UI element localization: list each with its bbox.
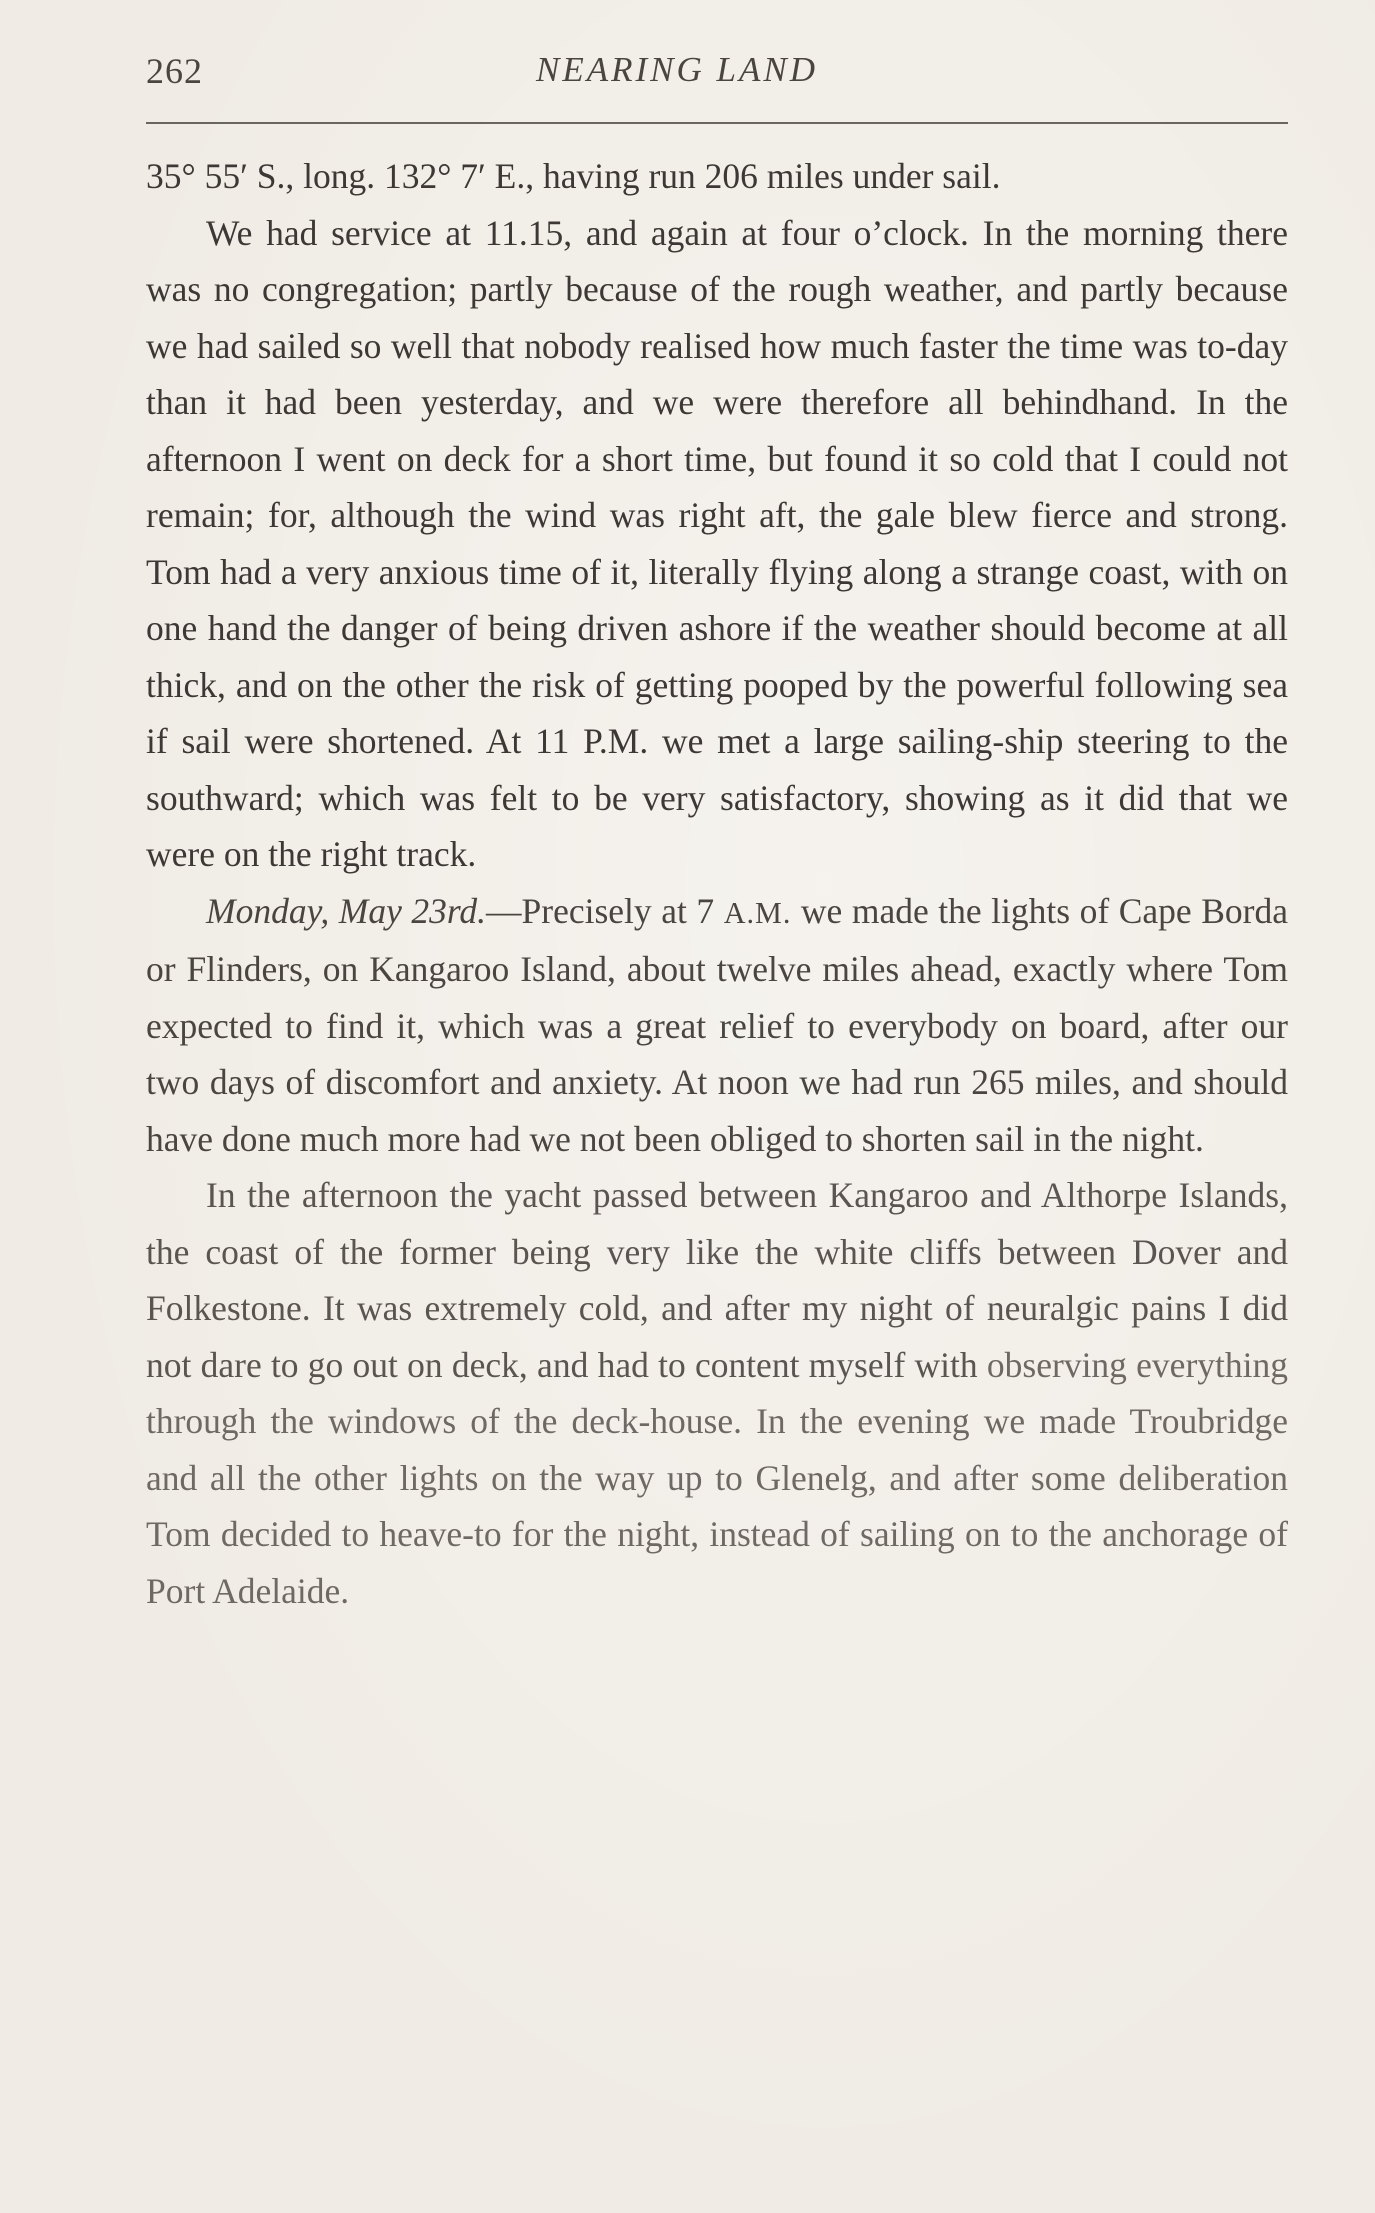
header-rule [146,122,1288,124]
body-text [146,148,1288,1619]
page-header [146,50,1291,100]
time-am: A.M. [723,895,792,930]
paragraph-afternoon [146,1167,1288,1619]
paragraph-monday-text: we made the lights of Cape Borda or Flinders, on Kangaroo Island, about twelve miles ahead, exactly where Tom expected to find it, which was a great relief to everybody on board, after our two days of discomfort and anxiety. At noon we had run 265 miles, and should have done much more had we not been obliged to shorten sail in the night. [146,890,1288,1159]
paragraph-afternoon-text: In the afternoon the yacht passed between Kangaroo and Althorpe Islands, the coast of the former being very like the white cliffs between Dover and Folkestone. It was extremely cold, and after my night of neuralgic pains I did not dare to go out on deck, and had to content myself with [146,1175,1288,1385]
paragraph-monday-lead: —Precisely at 7 [486,890,724,931]
paragraph-service-text: We had service at 11.15, and again at four o’clock. In the morning there was no congregation; partly because of the rough weather, and partly because we had sailed so well that nobody realised how much faster the time was to-day than it had been yesterday, and we were therefore all behindhand. In the afternoon I went on deck for a short time, but found it so cold that I could not remain; for, although the wind was right aft, the gale blew fierce and strong. Tom had a very anxious time of it, literally flying along a strange coast, with on one hand the danger of being driven ashore if the weather should become at all thick, and on the other the risk of getting pooped by the powerful following sea if sail were shortened. [146,212,1288,761]
time-eleven-pm: At 11 P.M. [485,721,649,761]
paragraph-monday [146,883,1288,1168]
paragraph-continuation: 35° 55′ S., long. 132° 7′ E., having run 206 miles under sail. [146,156,1001,196]
page-number: 262 [146,51,203,91]
paragraph-service [146,205,1288,883]
paragraph-service-end: we met a large sailing-ship steering to the southward; which was felt to be very satisfactory, showing as it did that we were on the right track. [146,721,1289,874]
running-head: NEARING LAND [536,50,818,89]
paragraph-afternoon-faded: observing everything through the windows of the deck-house. In the evening we made Troubridge and all the other lights on the way up to Glenelg, and after some deliberation Tom decided to heave-to for the night, instead of sailing on to the anchorage of Port Adelaide. [146,1344,1288,1611]
diary-date: Monday, May 23rd. [206,890,487,931]
